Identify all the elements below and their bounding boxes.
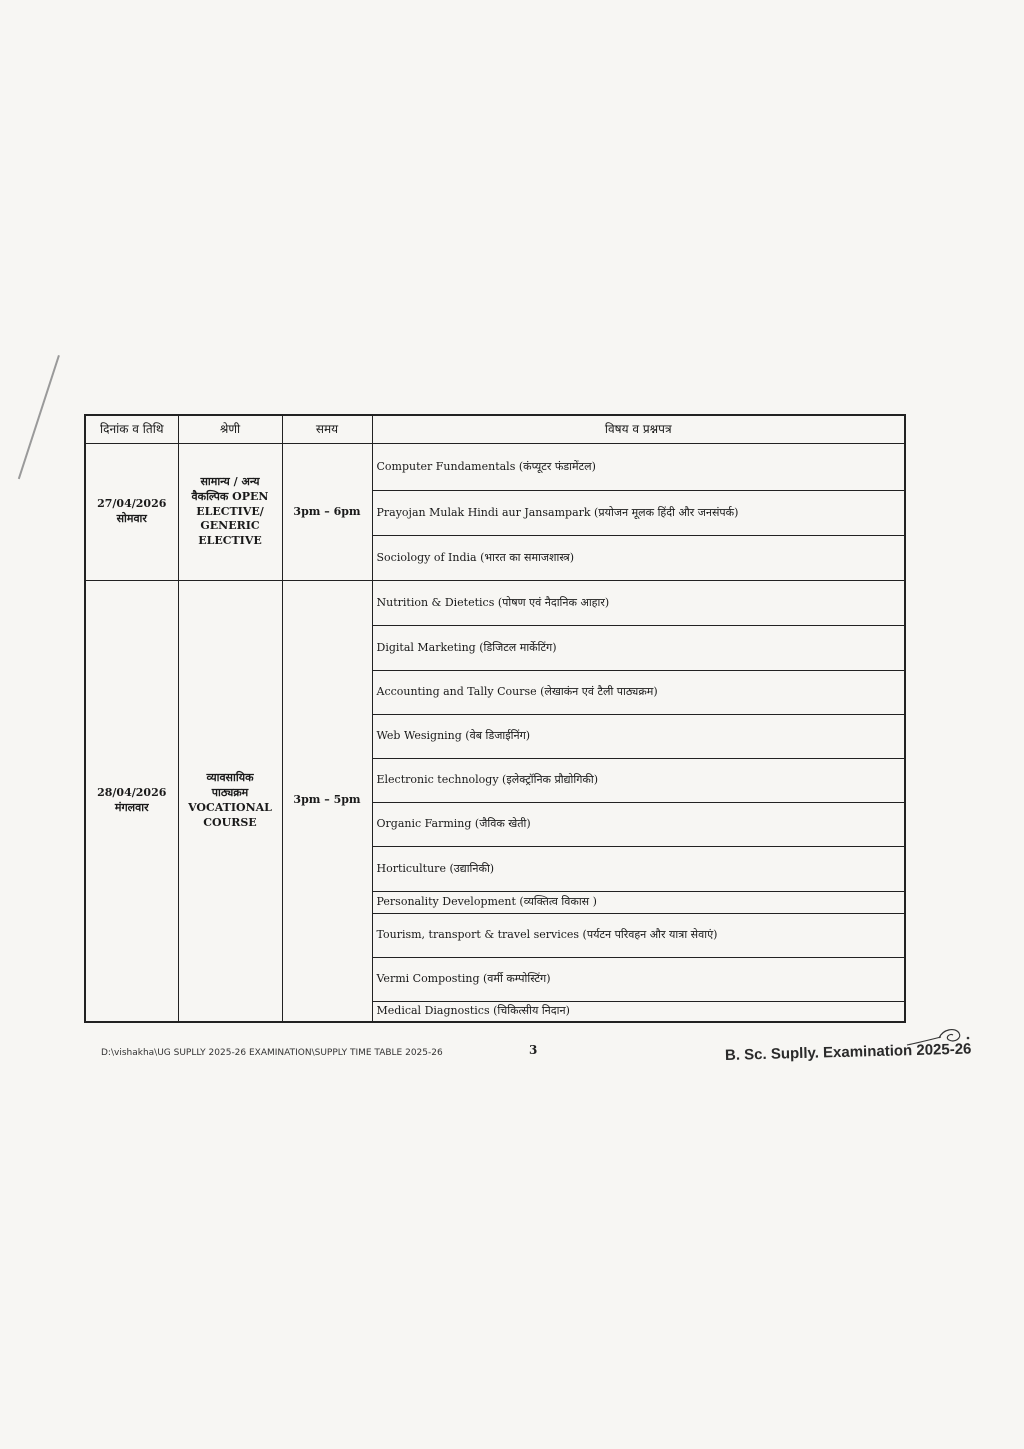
header-row bbox=[85, 415, 905, 444]
subject-cell: Tourism, transport & travel services (पर्यटन परिवहन और यात्रा सेवाएं) bbox=[372, 914, 905, 958]
date-cell bbox=[85, 581, 178, 1022]
page-number: 3 bbox=[529, 1043, 538, 1057]
category-line: COURSE bbox=[203, 815, 257, 829]
header-time: समय bbox=[282, 415, 372, 444]
subject-cell: Digital Marketing (डिजिटल मार्केटिंग) bbox=[372, 626, 905, 671]
scan-edge-line bbox=[18, 355, 60, 479]
subject-cell: Computer Fundamentals (कंप्यूटर फंडामेंटल) bbox=[372, 444, 905, 491]
category-cell bbox=[178, 581, 282, 1022]
subject-cell: Nutrition & Dietetics (पोषण एवं नैदानिक आहार) bbox=[372, 581, 905, 626]
footer-file-path: D:\vishakha\UG SUPLLY 2025-26 EXAMINATION\SUPPLY TIME TABLE 2025-26 bbox=[101, 1048, 443, 1058]
category-line: सामान्य / अन्य bbox=[200, 474, 260, 488]
subject-cell: Vermi Composting (वर्मी कम्पोस्टिंग) bbox=[372, 958, 905, 1002]
category-line: ELECTIVE/ bbox=[196, 504, 264, 518]
subject-cell: Personality Development (व्यक्तित्व विकास ) bbox=[372, 892, 905, 914]
table-row bbox=[85, 444, 905, 491]
category-line: व्यावसायिक bbox=[206, 771, 254, 785]
subject-cell: Medical Diagnostics (चिकित्सीय निदान) bbox=[372, 1002, 905, 1022]
header-category: श्रेणी bbox=[178, 415, 282, 444]
footer-exam-title: B. Sc. Suplly. Examination 2025-26 bbox=[724, 1040, 972, 1064]
category-cell bbox=[178, 444, 282, 581]
exam-date: 28/04/2026 bbox=[97, 785, 167, 799]
category-line: VOCATIONAL bbox=[188, 800, 272, 814]
category-line: ELECTIVE bbox=[198, 534, 262, 548]
signature-mark bbox=[905, 1025, 975, 1049]
exam-timetable bbox=[84, 414, 906, 1023]
header-subject-paper: विषय व प्रश्नपत्र bbox=[372, 415, 905, 444]
subject-cell: Organic Farming (जैविक खेती) bbox=[372, 803, 905, 847]
header-date-day: दिनांक व तिथि bbox=[85, 415, 178, 444]
table-row bbox=[85, 581, 905, 626]
subject-cell: Electronic technology (इलेक्ट्रॉनिक प्रौद्योगिकी) bbox=[372, 759, 905, 803]
subject-cell: Sociology of India (भारत का समाजशास्त्र) bbox=[372, 536, 905, 581]
exam-date: 27/04/2026 bbox=[97, 497, 167, 511]
category-line: वैकल्पिक OPEN bbox=[191, 489, 269, 503]
time-cell: 3pm – 6pm bbox=[282, 444, 372, 581]
subject-cell: Prayojan Mulak Hindi aur Jansampark (प्रयोजन मूलक हिंदी और जनसंपर्क) bbox=[372, 491, 905, 536]
date-cell bbox=[85, 444, 178, 581]
subject-cell: Horticulture (उद्यानिकी) bbox=[372, 847, 905, 892]
subject-cell: Web Wesigning (वेब डिजाईनिंग) bbox=[372, 715, 905, 759]
time-cell: 3pm – 5pm bbox=[282, 581, 372, 1022]
category-line: पाठ्यक्रम bbox=[211, 785, 249, 799]
exam-day: मंगलवार bbox=[114, 800, 149, 814]
exam-day: सोमवार bbox=[116, 512, 147, 525]
subject-cell: Accounting and Tally Course (लेखाकंन एवं टैली पाठ्यक्रम) bbox=[372, 671, 905, 715]
category-line: GENERIC bbox=[200, 519, 260, 533]
